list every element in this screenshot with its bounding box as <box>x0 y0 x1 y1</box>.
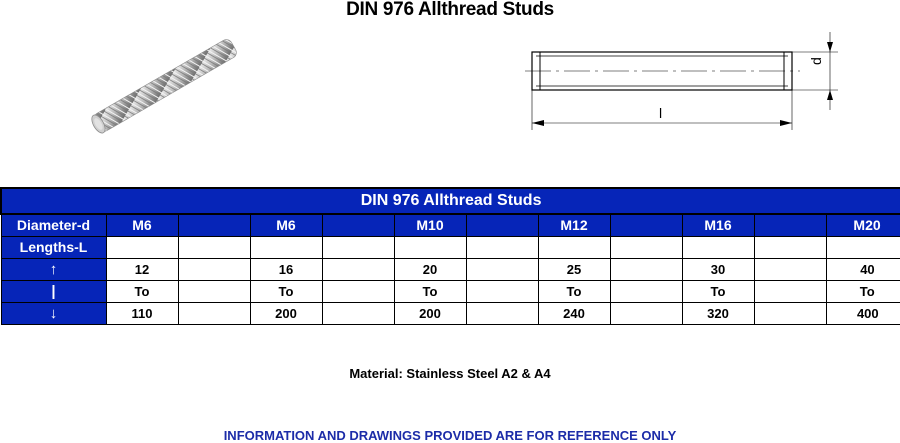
size-m20: M20 <box>826 214 900 237</box>
size-spacer <box>754 214 826 237</box>
lengths-row <box>1 237 900 259</box>
size-m12: M12 <box>538 214 610 237</box>
min-length-m10: 20 <box>394 259 466 281</box>
size-m10: M10 <box>394 214 466 237</box>
page-title: DIN 976 Allthread Studs <box>346 0 554 20</box>
diameter-label: d <box>808 57 824 65</box>
size-m6-b: M6 <box>250 214 322 237</box>
table-header: DIN 976 Allthread Studs <box>1 188 900 214</box>
size-m6: M6 <box>106 214 178 237</box>
to-label: To <box>682 281 754 303</box>
to-label: To <box>250 281 322 303</box>
size-spacer <box>322 214 394 237</box>
min-length-m20: 40 <box>826 259 900 281</box>
stud-dimension-drawing <box>520 30 840 135</box>
size-spacer <box>466 214 538 237</box>
min-length-row <box>1 259 900 281</box>
min-length-m6-b: 16 <box>250 259 322 281</box>
size-spacer <box>610 214 682 237</box>
max-length-m12: 240 <box>538 303 610 325</box>
to-label: To <box>538 281 610 303</box>
max-length-m20: 400 <box>826 303 900 325</box>
to-label: To <box>106 281 178 303</box>
length-label: l <box>659 105 663 121</box>
size-spacer <box>178 214 250 237</box>
to-label: To <box>826 281 900 303</box>
threaded-stud-photo <box>86 30 246 140</box>
min-length-m6: 12 <box>106 259 178 281</box>
up-arrow-icon: ↑ <box>1 259 106 281</box>
diameter-label: Diameter-d <box>1 214 106 237</box>
to-label: To <box>394 281 466 303</box>
min-length-m16: 30 <box>682 259 754 281</box>
to-row <box>1 281 900 303</box>
down-arrow-icon: ↓ <box>1 303 106 325</box>
max-length-m10: 200 <box>394 303 466 325</box>
lengths-label: Lengths-L <box>1 237 106 259</box>
max-length-row <box>1 303 900 325</box>
size-m16: M16 <box>682 214 754 237</box>
table-header-row <box>1 188 900 214</box>
diameter-row <box>1 214 900 237</box>
vertical-bar-icon: | <box>1 281 106 303</box>
disclaimer-note: INFORMATION AND DRAWINGS PROVIDED ARE FOR REFERENCE ONLY <box>223 428 677 443</box>
max-length-m6: 110 <box>106 303 178 325</box>
max-length-m6-b: 200 <box>250 303 322 325</box>
spec-table <box>0 187 900 325</box>
max-length-m16: 320 <box>682 303 754 325</box>
material-note: Material: Stainless Steel A2 & A4 <box>349 366 551 381</box>
min-length-m12: 25 <box>538 259 610 281</box>
